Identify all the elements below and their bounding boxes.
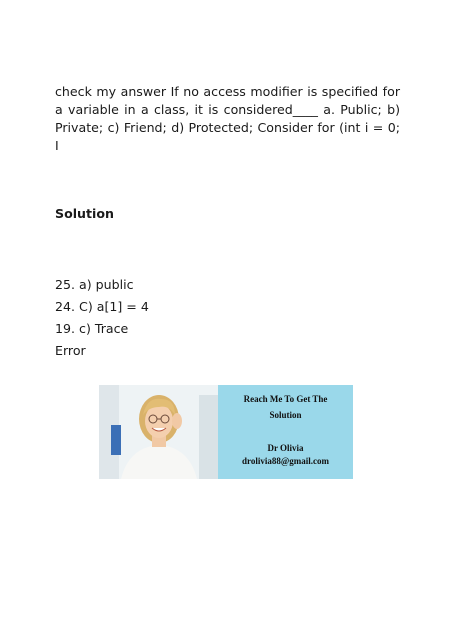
promo-panel	[218, 385, 353, 479]
answer-item: 25. a) public	[55, 277, 134, 292]
woman-photo-illustration	[99, 385, 218, 479]
question-text: check my answer If no access modifier is specified for a variable in a class, it is considered____ a. Public; b) Private; c) Friend; d) Protected; Consider for (int i = 0; I	[55, 84, 400, 153]
woman-photo	[99, 385, 218, 479]
promo-line-1: Reach Me To Get The	[243, 394, 328, 404]
answer-item: 19. c) Trace	[55, 321, 129, 336]
contact-banner	[99, 385, 353, 479]
contact-name: Dr Olivia	[267, 443, 304, 453]
solution-heading: Solution	[55, 206, 114, 221]
contact-email: drolivia88@gmail.com	[242, 456, 329, 466]
promo-line-2: Solution	[269, 410, 302, 420]
answer-item: Error	[55, 343, 86, 358]
answer-item: 24. C) a[1] = 4	[55, 299, 149, 314]
answer-list	[55, 274, 149, 362]
